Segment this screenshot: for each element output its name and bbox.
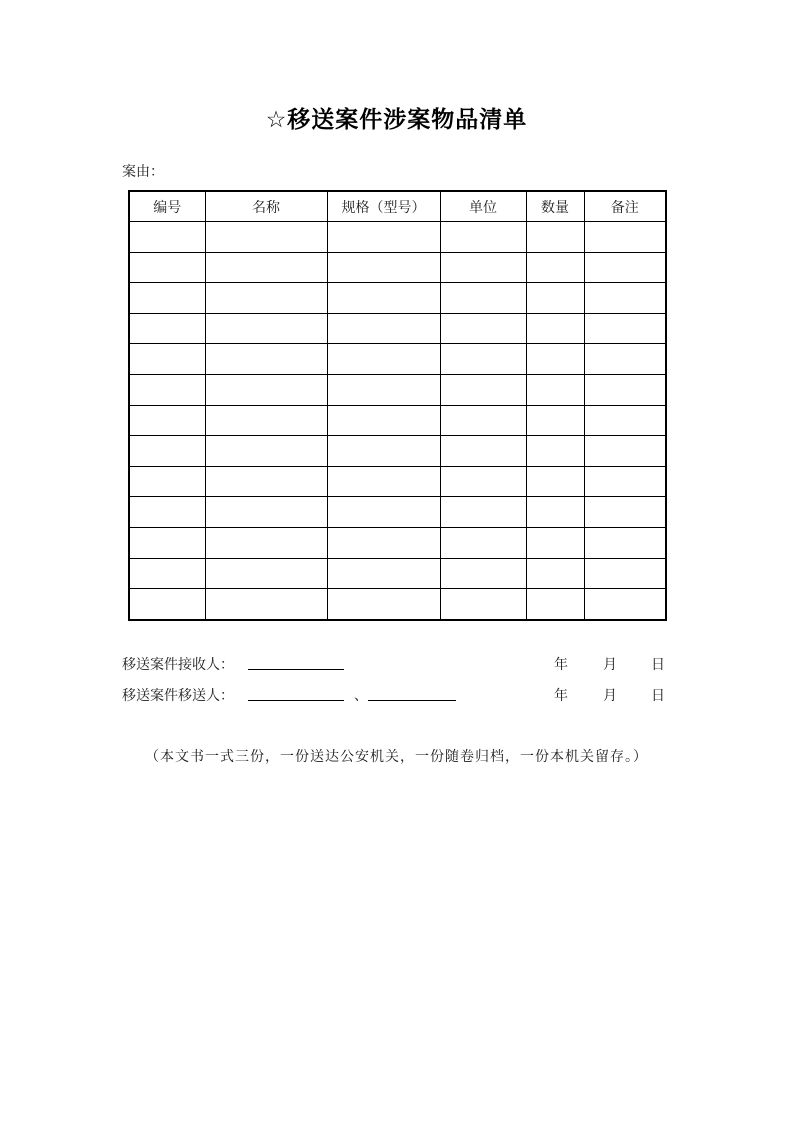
cell-quantity[interactable] bbox=[526, 558, 584, 589]
transferor-year: 年 bbox=[554, 688, 568, 704]
cell-number[interactable] bbox=[129, 589, 205, 620]
cell-unit[interactable] bbox=[440, 558, 526, 589]
document-title: ☆移送案件涉案物品清单 bbox=[265, 107, 528, 133]
cell-remarks[interactable] bbox=[584, 405, 666, 436]
cell-quantity[interactable] bbox=[526, 436, 584, 467]
cell-unit[interactable] bbox=[440, 436, 526, 467]
cell-remarks[interactable] bbox=[584, 344, 666, 375]
signature-separator: 、 bbox=[354, 688, 368, 704]
items-table bbox=[128, 190, 667, 621]
cell-spec[interactable] bbox=[327, 497, 440, 528]
cell-name[interactable] bbox=[205, 222, 327, 253]
cell-spec[interactable] bbox=[327, 313, 440, 344]
cell-number[interactable] bbox=[129, 252, 205, 283]
cell-spec[interactable] bbox=[327, 374, 440, 405]
cell-remarks[interactable] bbox=[584, 527, 666, 558]
cell-number[interactable] bbox=[129, 558, 205, 589]
transferor-day: 日 bbox=[651, 688, 665, 704]
case-cause-label: 案由： bbox=[122, 164, 164, 180]
cell-quantity[interactable] bbox=[526, 222, 584, 253]
cell-unit[interactable] bbox=[440, 405, 526, 436]
cell-quantity[interactable] bbox=[526, 344, 584, 375]
cell-unit[interactable] bbox=[440, 222, 526, 253]
cell-number[interactable] bbox=[129, 222, 205, 253]
header-number: 编号 bbox=[129, 191, 205, 222]
cell-quantity[interactable] bbox=[526, 527, 584, 558]
cell-quantity[interactable] bbox=[526, 252, 584, 283]
cell-spec[interactable] bbox=[327, 222, 440, 253]
cell-remarks[interactable] bbox=[584, 436, 666, 467]
receiver-signature-row bbox=[122, 654, 667, 674]
receiver-day: 日 bbox=[651, 657, 665, 673]
cell-number[interactable] bbox=[129, 497, 205, 528]
cell-name[interactable] bbox=[205, 252, 327, 283]
cell-remarks[interactable] bbox=[584, 252, 666, 283]
cell-unit[interactable] bbox=[440, 374, 526, 405]
cell-number[interactable] bbox=[129, 313, 205, 344]
table-header-row bbox=[129, 191, 666, 222]
cell-name[interactable] bbox=[205, 283, 327, 314]
header-spec: 规格（型号） bbox=[327, 191, 440, 222]
cell-number[interactable] bbox=[129, 436, 205, 467]
cell-name[interactable] bbox=[205, 344, 327, 375]
header-remarks: 备注 bbox=[584, 191, 666, 222]
header-name: 名称 bbox=[205, 191, 327, 222]
cell-unit[interactable] bbox=[440, 252, 526, 283]
cell-name[interactable] bbox=[205, 405, 327, 436]
cell-remarks[interactable] bbox=[584, 283, 666, 314]
table-row bbox=[129, 436, 666, 467]
cell-spec[interactable] bbox=[327, 527, 440, 558]
cell-unit[interactable] bbox=[440, 527, 526, 558]
cell-remarks[interactable] bbox=[584, 558, 666, 589]
receiver-year: 年 bbox=[554, 657, 568, 673]
table-row bbox=[129, 374, 666, 405]
table-row bbox=[129, 405, 666, 436]
cell-spec[interactable] bbox=[327, 405, 440, 436]
cell-remarks[interactable] bbox=[584, 313, 666, 344]
transferor-signature-line-1[interactable] bbox=[248, 700, 344, 701]
cell-quantity[interactable] bbox=[526, 283, 584, 314]
receiver-label: 移送案件接收人： bbox=[122, 657, 234, 673]
cell-spec[interactable] bbox=[327, 466, 440, 497]
table-row bbox=[129, 527, 666, 558]
cell-spec[interactable] bbox=[327, 589, 440, 620]
header-quantity: 数量 bbox=[526, 191, 584, 222]
transferor-signature-line-2[interactable] bbox=[368, 700, 456, 701]
cell-remarks[interactable] bbox=[584, 497, 666, 528]
cell-name[interactable] bbox=[205, 374, 327, 405]
cell-number[interactable] bbox=[129, 527, 205, 558]
receiver-signature-line[interactable] bbox=[248, 669, 344, 670]
cell-name[interactable] bbox=[205, 313, 327, 344]
cell-number[interactable] bbox=[129, 283, 205, 314]
cell-spec[interactable] bbox=[327, 558, 440, 589]
table-row bbox=[129, 283, 666, 314]
table-row bbox=[129, 589, 666, 620]
table-row bbox=[129, 252, 666, 283]
cell-spec[interactable] bbox=[327, 283, 440, 314]
table-row bbox=[129, 558, 666, 589]
cell-quantity[interactable] bbox=[526, 405, 584, 436]
cell-name[interactable] bbox=[205, 558, 327, 589]
table-body bbox=[129, 222, 666, 620]
cell-number[interactable] bbox=[129, 374, 205, 405]
cell-unit[interactable] bbox=[440, 344, 526, 375]
table-row bbox=[129, 344, 666, 375]
transferor-month: 月 bbox=[603, 688, 617, 704]
cell-remarks[interactable] bbox=[584, 589, 666, 620]
cell-name[interactable] bbox=[205, 527, 327, 558]
table-row bbox=[129, 313, 666, 344]
cell-remarks[interactable] bbox=[584, 466, 666, 497]
cell-quantity[interactable] bbox=[526, 313, 584, 344]
cell-quantity[interactable] bbox=[526, 374, 584, 405]
transferor-label: 移送案件移送人： bbox=[122, 688, 234, 704]
cell-unit[interactable] bbox=[440, 589, 526, 620]
cell-number[interactable] bbox=[129, 405, 205, 436]
cell-quantity[interactable] bbox=[526, 589, 584, 620]
cell-name[interactable] bbox=[205, 589, 327, 620]
cell-name[interactable] bbox=[205, 436, 327, 467]
footer-note: （本文书一式三份，一份送达公安机关，一份随卷归档，一份本机关留存。） bbox=[145, 749, 648, 765]
transferor-signature-row bbox=[122, 685, 667, 705]
cell-number[interactable] bbox=[129, 466, 205, 497]
header-unit: 单位 bbox=[440, 191, 526, 222]
table-row bbox=[129, 466, 666, 497]
cell-spec[interactable] bbox=[327, 252, 440, 283]
cell-spec[interactable] bbox=[327, 436, 440, 467]
table-row bbox=[129, 497, 666, 528]
cell-unit[interactable] bbox=[440, 313, 526, 344]
receiver-month: 月 bbox=[603, 657, 617, 673]
cell-unit[interactable] bbox=[440, 283, 526, 314]
cell-unit[interactable] bbox=[440, 466, 526, 497]
cell-remarks[interactable] bbox=[584, 222, 666, 253]
cell-spec[interactable] bbox=[327, 344, 440, 375]
cell-number[interactable] bbox=[129, 344, 205, 375]
cell-unit[interactable] bbox=[440, 497, 526, 528]
cell-name[interactable] bbox=[205, 466, 327, 497]
cell-name[interactable] bbox=[205, 497, 327, 528]
cell-quantity[interactable] bbox=[526, 497, 584, 528]
cell-remarks[interactable] bbox=[584, 374, 666, 405]
table-row bbox=[129, 222, 666, 253]
cell-quantity[interactable] bbox=[526, 466, 584, 497]
